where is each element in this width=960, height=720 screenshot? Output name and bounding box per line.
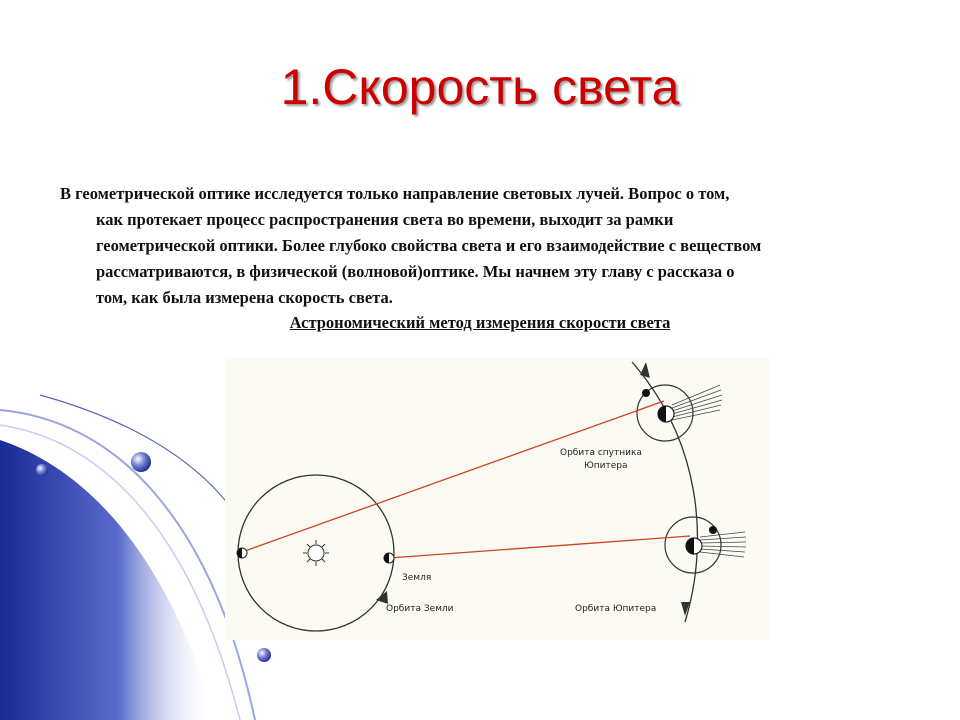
paragraph-line: том, как была измерена скорость света. [96, 288, 393, 307]
decor-ball [131, 452, 151, 472]
decor-ball [36, 464, 48, 476]
intro-paragraph [60, 181, 920, 311]
paragraph-line: В геометрической оптике исследуется только направление световых лучей. Вопрос о том, [60, 184, 730, 203]
satellite [709, 526, 717, 534]
satellite [642, 389, 650, 397]
label-earth: Земля [402, 573, 432, 583]
paragraph-line: геометрической оптики. Более глубоко свойства света и его взаимодействие с веществом [96, 236, 762, 255]
label-earth-orbit: Орбита Земли [386, 604, 454, 614]
paragraph-line: как протекает процесс распространения света во времени, выходит за рамки [96, 210, 674, 229]
decor-ball [257, 648, 271, 662]
blue-swoosh [0, 440, 215, 720]
label-satellite-orbit: Юпитера [584, 461, 628, 471]
label-satellite-orbit: Орбита спутника [560, 448, 642, 458]
paragraph-line: рассматриваются, в физической (волновой)оптике. Мы начнем эту главу с рассказа о [96, 262, 735, 281]
orbit-diagram [225, 357, 770, 640]
diagram-background [225, 357, 770, 640]
label-jupiter-orbit: Орбита Юпитера [575, 604, 657, 614]
slide-title: 1.Скорость света [280, 59, 680, 115]
section-subheading: Астрономический метод измерения скорости света [289, 313, 671, 332]
